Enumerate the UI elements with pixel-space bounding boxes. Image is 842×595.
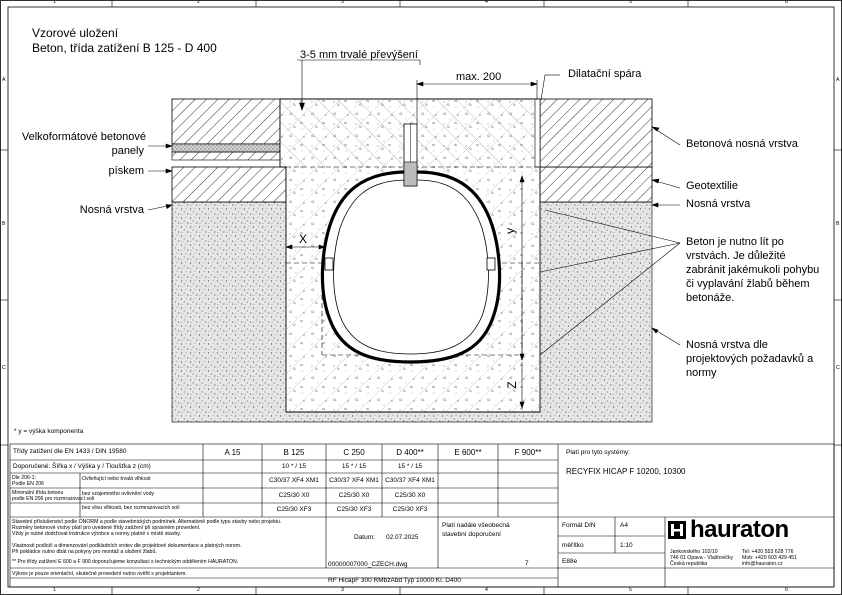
max-dimension-label: max. 200 — [456, 71, 502, 83]
left-leaders — [148, 144, 172, 210]
company-address-2: 746 01 Opava - Vlaštovičky — [670, 555, 734, 561]
grid-col-5-bottom: 5 — [629, 587, 632, 593]
general-note-line2: stavební doporučení — [442, 531, 501, 538]
grid-col-1-bottom: 1 — [53, 587, 56, 593]
general-note-line1: Platí nadále všeobecná — [442, 522, 510, 529]
grid-col-3: 3 — [341, 0, 344, 5]
format-label: Formát DIN — [562, 522, 596, 529]
grid-col-2: 2 — [197, 0, 200, 5]
label-concrete-layer: Betonová nosná vrstva — [686, 138, 798, 150]
grid-row-c: C — [2, 365, 6, 371]
class-f900: F 900** — [514, 448, 542, 457]
row-b-b125: C25/30 X0 — [278, 492, 310, 499]
dims-d400: 15 * / 15 — [397, 463, 423, 470]
note-1: Stavební příslušenství podle ÖNORM a podle stavebnických podmínek. Alternativně podle typu stavby nebo projektu. — [12, 519, 282, 525]
grid-col-6-bottom: 6 — [785, 587, 788, 593]
row-a-c250: C30/37 XF4 XM1 — [329, 477, 379, 484]
bearing-project-line1: Nosná vrstva dle — [686, 339, 768, 351]
dim-y-label: y — [503, 227, 518, 234]
load-class-label: Třídy zatížení dle EN 1433 / DIN 19580 — [13, 448, 127, 455]
class-e600: E 600** — [454, 448, 482, 457]
left-rib — [325, 258, 333, 270]
note-5: Při pokládce nutno dbát na pokyny pro montáž a uložení žlabů. — [12, 549, 157, 555]
grid-row-b: B — [2, 221, 6, 227]
class-c250: C 250 — [343, 448, 365, 457]
grid-row-a: A — [2, 77, 6, 83]
slot-neck — [404, 162, 417, 186]
scale-value: 1:10 — [620, 542, 633, 549]
drawing-title-line2: Beton, třída zatížení B 125 - D 400 — [32, 41, 217, 55]
drawing-title-line1: Vzorové uložení — [32, 26, 119, 40]
class-a15: A 15 — [224, 448, 241, 457]
row-b-label1: Minimální třída betonu — [12, 490, 64, 496]
date-label: Datum: — [354, 534, 375, 541]
note-2: Rozměry betonové vrstvy platí pro uvedené třídy zatížení při správném provedení. — [12, 525, 201, 531]
company-phone: Tel: +420 553 628 776 — [742, 549, 794, 555]
format-value: A4 — [620, 522, 628, 529]
company-address-3: Česká republika — [670, 561, 708, 567]
left-paving-under — [172, 152, 280, 160]
dims-b125: 10 * / 15 — [281, 463, 307, 470]
label-bearing-left: Nosná vrstva — [79, 204, 144, 216]
right-rib — [487, 258, 495, 270]
row-c-d400: C25/30 XF3 — [392, 506, 428, 513]
grid-col-2-bottom: 2 — [197, 587, 200, 593]
pour-note-line4: či vyplavání žlabů během — [686, 278, 810, 290]
company-wordmark: hauraton — [690, 516, 789, 543]
row-b-c250: C25/30 X0 — [338, 492, 370, 499]
expansion-joint-strip — [535, 99, 540, 167]
dim-x-label: X — [299, 232, 308, 246]
note-3: Vždy je nutné dodržovat instrukce výrobce a normy platné v místě stavby. — [12, 531, 181, 537]
hauraton-logo-mark — [668, 521, 686, 539]
dims-c250: 15 * / 15 — [341, 463, 367, 470]
row-a-d400: C30/37 XF4 XM1 — [385, 477, 435, 484]
company-email: info@hauraton.cz — [742, 561, 783, 567]
row-b-label2: podle EN 206 pro rozmrazovací soli — [12, 496, 95, 502]
class-d400: D 400** — [396, 448, 424, 457]
grid-col-5: 5 — [629, 0, 632, 5]
row-a-desc: Ovlivňující nebo trvalá vlhkost — [82, 476, 151, 482]
right-paving-hatch — [540, 99, 652, 167]
valid-for-label: Platí pro tyto systémy: — [566, 449, 630, 456]
grid-col-4: 4 — [485, 0, 488, 5]
bearing-project-line2: projektových požadavků a — [686, 353, 814, 365]
class-b125: B 125 — [283, 448, 305, 457]
left-paving-hatch — [172, 99, 280, 144]
dims-label: Doporučené: Šířka x / Výška y / Tloušťka z (cm) — [13, 463, 151, 470]
right-base-hatch — [540, 167, 652, 202]
row-b-d400: C25/30 X0 — [394, 492, 426, 499]
grid-col-6: 6 — [785, 0, 788, 5]
pour-note-line3: zabránit jakémukoli pohybu — [686, 264, 820, 276]
elevation-annotation: 3-5 mm trvalé převýšení — [300, 49, 418, 61]
note-7: Výkres je pouze orientační, skutečné provedení nutno ověřit s projektantem. — [12, 571, 187, 577]
file-name: 00000007000_CZECH.dwg — [328, 561, 408, 568]
row-a-label1: Dle 206-1: — [12, 475, 36, 481]
label-sand: pískem — [108, 165, 144, 177]
page-number: 7 — [525, 560, 529, 567]
grid-col-1: 1 — [53, 0, 56, 5]
row-c-b125: C25/30 XF3 — [276, 506, 312, 513]
expansion-joint-label: Dilatační spára — [568, 68, 642, 80]
row-b-desc: bez vzájemného ovlivnění vody — [82, 491, 155, 497]
note-4: Vlastnosti podloží a dimenzování podkladních vrstev dle projektové dokumentace a platných norem. — [12, 543, 242, 549]
dim-z-label: Z — [504, 381, 519, 389]
row-c-c250: C25/30 XF3 — [336, 506, 372, 513]
pour-note-line5: betonáže. — [686, 292, 735, 304]
grid-col-3-bottom: 3 — [341, 587, 344, 593]
label-bearing-right: Nosná vrstva — [686, 198, 751, 210]
company-address-1: Jankovského 102/10 — [670, 549, 718, 555]
pour-note-line2: vrstvách. Je důležité — [686, 250, 786, 262]
left-base-hatch — [172, 167, 286, 202]
company-mobile: Mob: +420 603 429 451 — [742, 555, 797, 561]
pour-note-line1: Beton je nutno lít po — [686, 236, 784, 248]
sheet-code: E88e — [562, 558, 578, 565]
channel-body — [322, 172, 499, 362]
grid-row-a-right: A — [836, 77, 840, 83]
label-paving-line1: Velkoformátové betonové — [21, 131, 146, 143]
systems-label: RECYFIX HICAP F 10200, 10300 — [566, 467, 686, 476]
label-paving-line2: panely — [111, 145, 144, 157]
grid-row-c-right: C — [836, 365, 840, 371]
label-geotextile: Geotextilie — [686, 180, 738, 192]
scale-label: měřítko — [562, 542, 584, 549]
footnote-height: * y = výška komponenta — [14, 428, 84, 435]
drawing-code-title: RF HicapF 300 RMbzAbd Typ 10000 Kl. D400 — [328, 577, 461, 584]
bearing-project-line3: normy — [686, 367, 717, 379]
row-a-b125: C30/37 XF4 XM1 — [269, 477, 319, 484]
row-a-label2: Podle EN 206 — [12, 481, 45, 487]
grid-row-b-right: B — [836, 221, 840, 227]
grid-col-4-bottom: 4 — [485, 587, 488, 593]
note-6: ** Pro třídy zatížení E 600 a F 900 doporučujeme konzultaci s technickým oddělením HAURATON. — [12, 559, 239, 565]
date-value: 02.07.2025 — [386, 534, 419, 541]
row-c-desc: bez vlivu vlhkosti, bez rozmrazovacích solí — [82, 505, 180, 511]
sand-bed — [172, 144, 280, 152]
